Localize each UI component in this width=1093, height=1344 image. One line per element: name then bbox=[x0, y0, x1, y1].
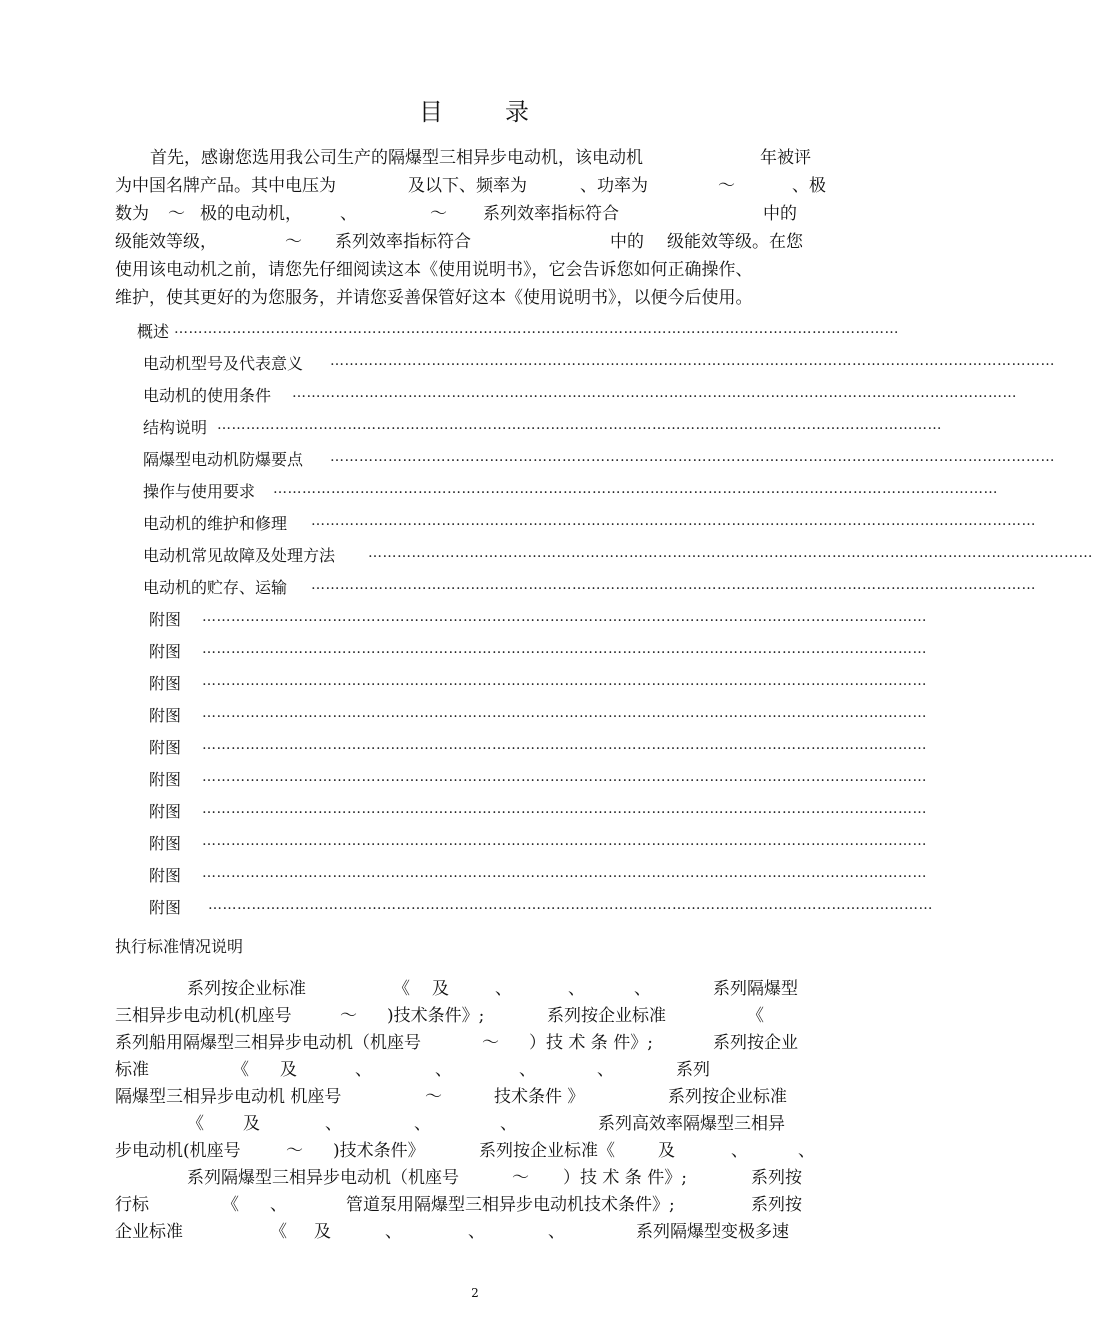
std-text: 《 bbox=[187, 1114, 204, 1134]
std-text: ～ bbox=[425, 1087, 442, 1107]
std-text: 企业标准 bbox=[115, 1222, 183, 1242]
std-text: 系列船用隔爆型三相异步电动机（机座号 bbox=[115, 1033, 421, 1053]
std-text: ～ bbox=[340, 1006, 357, 1026]
std-text: 及 bbox=[658, 1141, 675, 1161]
intro-line: 、 bbox=[340, 204, 357, 224]
toc-appendix-label: 附图 bbox=[149, 706, 182, 725]
toc-leader-dots: …………………………………………………………………………………………………………………………………… bbox=[202, 705, 927, 721]
std-text: 、 bbox=[385, 1222, 402, 1242]
std-text: 《 bbox=[393, 979, 410, 999]
std-text: 系列隔爆型变极多速 bbox=[636, 1222, 789, 1242]
std-text: 系列按企业标准 bbox=[187, 979, 306, 999]
std-text: 《 bbox=[747, 1006, 764, 1026]
std-text: 系列隔爆型 bbox=[713, 979, 798, 999]
page-number: 2 bbox=[471, 1286, 479, 1300]
standards-heading: 执行标准情况说明 bbox=[115, 937, 244, 956]
toc-leader-dots: …………………………………………………………………………………………………………………………………… bbox=[202, 641, 927, 657]
std-text: 、 bbox=[634, 979, 651, 999]
std-text: ～ bbox=[482, 1033, 499, 1053]
toc-leader-dots: …………………………………………………………………………………………………………………………………… bbox=[368, 545, 1093, 561]
std-text: 系列 bbox=[676, 1060, 710, 1080]
toc-leader-dots: …………………………………………………………………………………………………………………………………… bbox=[174, 321, 899, 337]
std-text: 管道泵用隔爆型三相异步电动机技术条件》; bbox=[346, 1195, 675, 1215]
toc-leader-dots: …………………………………………………………………………………………………………………………………… bbox=[202, 737, 927, 753]
std-text: ）技 术 条 件》; bbox=[529, 1033, 653, 1053]
std-text: 系列高效率隔爆型三相异 bbox=[598, 1114, 785, 1134]
std-text: 、 bbox=[495, 979, 512, 999]
std-text: 、 bbox=[468, 1222, 485, 1242]
std-text: 、 bbox=[568, 979, 585, 999]
toc-item-label: 结构说明 bbox=[143, 418, 208, 437]
toc-leader-dots: …………………………………………………………………………………………………………………………………… bbox=[202, 865, 927, 881]
std-text: 三相异步电动机(机座号 bbox=[115, 1006, 292, 1026]
toc-item-label: 操作与使用要求 bbox=[143, 482, 256, 501]
toc-leader-dots: …………………………………………………………………………………………………………………………………… bbox=[273, 481, 998, 497]
std-text: 、 bbox=[325, 1114, 342, 1134]
toc-leader-dots: …………………………………………………………………………………………………………………………………… bbox=[202, 609, 927, 625]
std-text: 、 bbox=[519, 1060, 536, 1080]
toc-item-label: 隔爆型电动机防爆要点 bbox=[143, 450, 304, 469]
std-text: )技术条件》 bbox=[333, 1141, 425, 1161]
std-text: 及 bbox=[314, 1222, 331, 1242]
toc-appendix-label: 附图 bbox=[149, 642, 182, 661]
std-text: 系列按企业标准 bbox=[547, 1006, 666, 1026]
std-text: 系列按企业 bbox=[713, 1033, 798, 1053]
title-char-2: 录 bbox=[505, 98, 531, 126]
std-text: 、 bbox=[435, 1060, 452, 1080]
toc-appendix-label: 附图 bbox=[149, 610, 182, 629]
intro-line: ～ bbox=[168, 204, 185, 224]
std-text: 《 bbox=[270, 1222, 287, 1242]
toc-item-label: 电动机的贮存、运输 bbox=[143, 578, 288, 597]
toc-item-label: 电动机常见故障及处理方法 bbox=[143, 546, 336, 565]
std-text: ）技 术 条 件》; bbox=[563, 1168, 687, 1188]
intro-line: 极的电动机， bbox=[200, 204, 302, 224]
intro-line: 及以下、频率为 bbox=[408, 176, 527, 196]
toc-leader-dots: …………………………………………………………………………………………………………………………………… bbox=[202, 673, 927, 689]
intro-line: 、极 bbox=[792, 176, 826, 196]
std-text: 系列隔爆型三相异步电动机（机座号 bbox=[187, 1168, 459, 1188]
std-text: 、 bbox=[355, 1060, 372, 1080]
std-text: 及 bbox=[432, 979, 449, 999]
intro-line: 年被评 bbox=[760, 148, 811, 168]
intro-line: 、功率为 bbox=[580, 176, 648, 196]
std-text: 、 bbox=[548, 1222, 565, 1242]
intro-line: 系列效率指标符合 bbox=[483, 204, 619, 224]
toc-item-label: 电动机型号及代表意义 bbox=[143, 354, 304, 373]
intro-line: 数为 bbox=[115, 204, 149, 224]
toc-leader-dots: …………………………………………………………………………………………………………………………………… bbox=[208, 897, 933, 913]
std-text: )技术条件》; bbox=[387, 1006, 485, 1026]
toc-leader-dots: …………………………………………………………………………………………………………………………………… bbox=[311, 577, 1036, 593]
intro-line: 中的 bbox=[763, 204, 797, 224]
toc-appendix-label: 附图 bbox=[149, 866, 182, 885]
toc-leader-dots: …………………………………………………………………………………………………………………………………… bbox=[202, 769, 927, 785]
std-text: ～ bbox=[512, 1168, 529, 1188]
toc-appendix-label: 附图 bbox=[149, 738, 182, 757]
intro-line: ～ bbox=[718, 176, 735, 196]
std-text: 《 bbox=[232, 1060, 249, 1080]
intro-line: 维护，使其更好的为您服务，并请您妥善保管好这本《使用说明书》，以便今后使用。 bbox=[115, 288, 753, 308]
std-text: 、 bbox=[414, 1114, 431, 1134]
toc-item-label: 电动机的使用条件 bbox=[143, 386, 272, 405]
std-text: 、 bbox=[597, 1060, 614, 1080]
std-text: 技术条件 》 bbox=[494, 1087, 585, 1107]
std-text: 隔爆型三相异步电动机 机座号 bbox=[115, 1087, 342, 1107]
intro-line: 使用该电动机之前，请您先仔细阅读这本《使用说明书》，它会告诉您如何正确操作、 bbox=[115, 260, 753, 280]
std-text: 、 bbox=[270, 1195, 287, 1215]
toc-leader-dots: …………………………………………………………………………………………………………………………………… bbox=[311, 513, 1036, 529]
title-char-1: 目 bbox=[419, 98, 445, 126]
toc-leader-dots: …………………………………………………………………………………………………………………………………… bbox=[202, 801, 927, 817]
intro-line: ～ bbox=[430, 204, 447, 224]
toc-appendix-label: 附图 bbox=[149, 674, 182, 693]
intro-line: 为中国名牌产品。其中电压为 bbox=[115, 176, 336, 196]
std-text: 系列按 bbox=[751, 1168, 802, 1188]
std-text: 、 bbox=[500, 1114, 517, 1134]
intro-line: 级能效等级， bbox=[115, 232, 217, 252]
toc-leader-dots: …………………………………………………………………………………………………………………………………… bbox=[330, 449, 1055, 465]
std-text: 、 bbox=[798, 1141, 815, 1161]
intro-line: 中的 bbox=[610, 232, 644, 252]
intro-line: 系列效率指标符合 bbox=[335, 232, 471, 252]
std-text: 步电动机(机座号 bbox=[115, 1141, 241, 1161]
page-title bbox=[0, 92, 950, 127]
std-text: 系列按企业标准 bbox=[668, 1087, 787, 1107]
toc-leader-dots: …………………………………………………………………………………………………………………………………… bbox=[217, 417, 942, 433]
std-text: 系列按 bbox=[751, 1195, 802, 1215]
toc-appendix-label: 附图 bbox=[149, 898, 182, 917]
std-text: 系列按企业标准《 bbox=[479, 1141, 615, 1161]
std-text: ～ bbox=[286, 1141, 303, 1161]
toc-item-label: 概述 bbox=[137, 322, 170, 341]
toc-leader-dots: …………………………………………………………………………………………………………………………………… bbox=[330, 353, 1055, 369]
std-text: 行标 bbox=[115, 1195, 149, 1215]
intro-line: ～ bbox=[285, 232, 302, 252]
toc-appendix-label: 附图 bbox=[149, 770, 182, 789]
toc-leader-dots: …………………………………………………………………………………………………………………………………… bbox=[292, 385, 1017, 401]
toc-leader-dots: …………………………………………………………………………………………………………………………………… bbox=[202, 833, 927, 849]
std-text: 及 bbox=[280, 1060, 297, 1080]
intro-line: 级能效等级。在您 bbox=[667, 232, 803, 252]
std-text: 、 bbox=[731, 1141, 748, 1161]
std-text: 及 bbox=[243, 1114, 260, 1134]
intro-line: 首先，感谢您选用我公司生产的隔爆型三相异步电动机，该电动机 bbox=[150, 148, 643, 168]
toc-appendix-label: 附图 bbox=[149, 802, 182, 821]
std-text: 《 bbox=[222, 1195, 239, 1215]
toc-item-label: 电动机的维护和修理 bbox=[143, 514, 288, 533]
std-text: 标准 bbox=[115, 1060, 149, 1080]
toc-appendix-label: 附图 bbox=[149, 834, 182, 853]
